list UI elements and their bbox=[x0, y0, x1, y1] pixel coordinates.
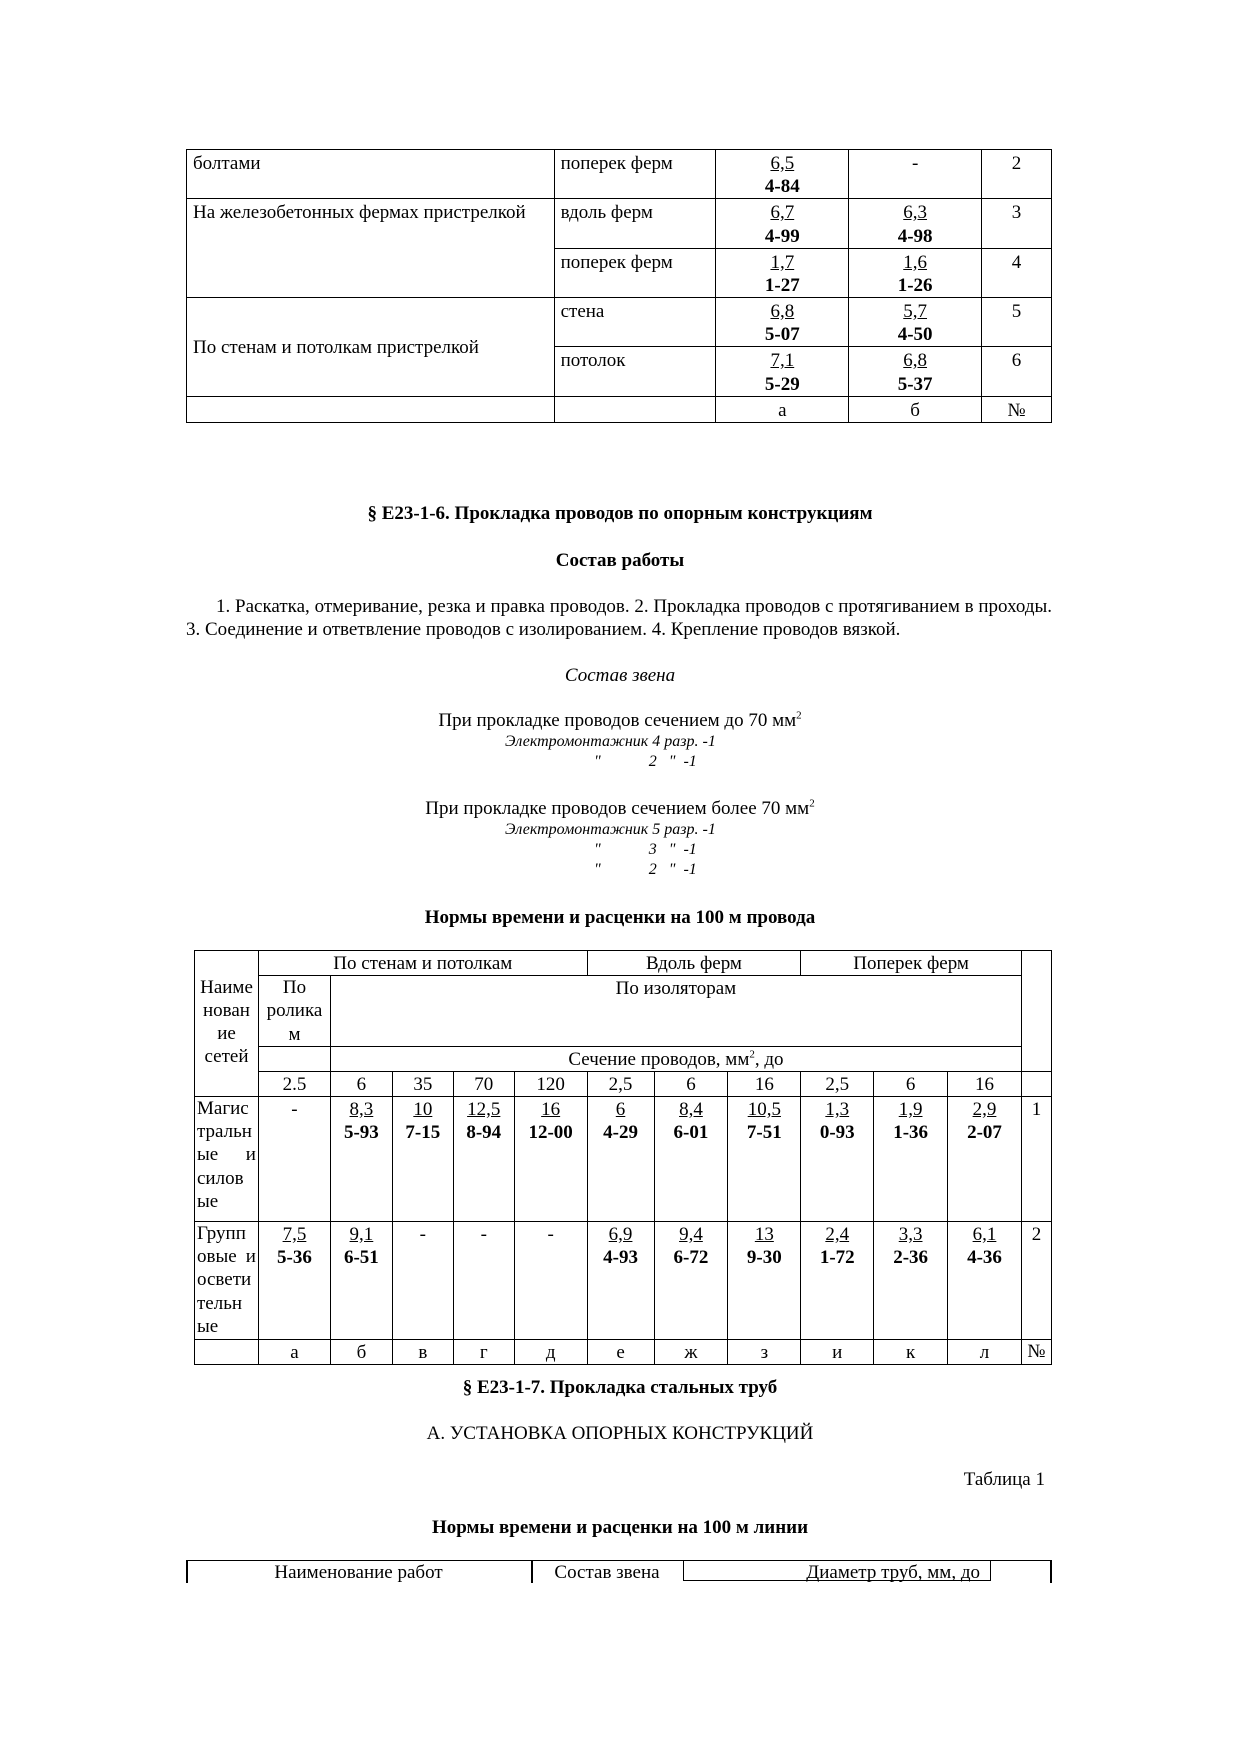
price-value: 12-00 bbox=[528, 1122, 573, 1144]
time-norm: 6,1 bbox=[972, 1224, 997, 1246]
time-norm: 1,9 bbox=[898, 1099, 923, 1121]
network-name-cell: Магис тральн ые и силов ые bbox=[195, 1097, 259, 1222]
row-number-cell: 6 bbox=[982, 347, 1052, 396]
crew2-line: " 2 " -1 bbox=[594, 861, 697, 878]
empty-cell bbox=[1021, 951, 1051, 1072]
empty-cell bbox=[195, 1340, 259, 1365]
price-value: 4-29 bbox=[603, 1122, 638, 1144]
value-a-cell: 6,7 4-99 bbox=[716, 199, 849, 248]
price-value: 5-36 bbox=[277, 1247, 312, 1269]
direction-cell: поперек ферм bbox=[554, 248, 716, 297]
norm-value-cell bbox=[453, 1222, 514, 1340]
value-b-cell: 5,7 4-50 bbox=[849, 298, 982, 347]
value-b-cell: 1,6 1-26 bbox=[849, 248, 982, 297]
size-cell: 70 bbox=[453, 1071, 514, 1096]
column-letter: л bbox=[948, 1340, 1022, 1365]
column-letter: и bbox=[801, 1340, 874, 1365]
price-value: 8-94 bbox=[466, 1122, 502, 1144]
value-a-cell: 7,1 5-29 bbox=[716, 347, 849, 396]
column-letter: к bbox=[874, 1340, 948, 1365]
table-footer-row bbox=[187, 396, 1052, 422]
row-number-cell: 1 bbox=[1021, 1097, 1051, 1222]
row-number-cell: 4 bbox=[982, 248, 1052, 297]
price-value: 4-36 bbox=[967, 1247, 1002, 1269]
norm-value-cell bbox=[874, 1222, 948, 1340]
direction-cell: поперек ферм bbox=[554, 150, 716, 199]
header-work-name: Наименование работ bbox=[274, 1562, 443, 1583]
empty-cell bbox=[1021, 1071, 1051, 1096]
crew1-title: При прокладке проводов сечением до 70 $мм^2$ bbox=[438, 709, 802, 731]
size-cell: 16 bbox=[728, 1071, 801, 1096]
price-value: 6-01 bbox=[673, 1122, 709, 1144]
norm-value-cell bbox=[330, 1097, 392, 1222]
price-value: 1-72 bbox=[819, 1247, 855, 1269]
norm-value-cell bbox=[587, 1097, 654, 1222]
crew1-line: " 2 " -1 bbox=[594, 753, 697, 770]
header-rollers: По ролика м bbox=[258, 976, 330, 1047]
direction-cell: вдоль ферм bbox=[554, 199, 716, 248]
network-name-cell: Групп овые и освети тельн ые bbox=[195, 1222, 259, 1340]
column-letter: д bbox=[514, 1340, 587, 1365]
column-number-sign: № bbox=[1021, 1340, 1051, 1365]
time-norm: 6,9 bbox=[608, 1224, 633, 1246]
price-value: 6-72 bbox=[673, 1247, 709, 1269]
norm-value-cell bbox=[728, 1222, 801, 1340]
row-number-cell: 3 bbox=[982, 199, 1052, 248]
column-letter: а bbox=[258, 1340, 330, 1365]
size-cell: 2,5 bbox=[587, 1071, 654, 1096]
work-composition-text: 1. Раскатка, отмеривание, резка и правка проводов. 2. Прокладка проводов с протягиванием в проходы. 3. Соединение и ответвление проводов с изолированием. 4. Крепление проводов вязкой. bbox=[186, 596, 1052, 641]
table-row bbox=[187, 199, 1052, 248]
table-row bbox=[187, 150, 1052, 199]
norm-value-cell bbox=[258, 1222, 330, 1340]
table-footer-row bbox=[195, 1340, 1052, 1365]
time-norm: 2,9 bbox=[972, 1099, 997, 1121]
time-norm: 6 bbox=[615, 1099, 626, 1121]
price-value: 9-30 bbox=[746, 1247, 782, 1269]
header-diameter: Диаметр труб, мм, до bbox=[683, 1561, 991, 1581]
direction-cell: потолок bbox=[554, 347, 716, 396]
norm-value-cell bbox=[392, 1097, 453, 1222]
crew2-line: Электромонтажник 5 разр. -1 bbox=[505, 821, 716, 838]
work-name-cell: болтами bbox=[187, 150, 555, 199]
header-across: Поперек ферм bbox=[801, 951, 1022, 976]
time-norm: 2,4 bbox=[825, 1224, 850, 1246]
price-value: 6-51 bbox=[343, 1247, 379, 1269]
time-norm: - bbox=[547, 1224, 554, 1246]
norm-value-cell bbox=[948, 1097, 1022, 1222]
time-norm: 10 bbox=[413, 1099, 433, 1121]
pipes-table-header bbox=[186, 1560, 1052, 1583]
crew2-title: При прокладке проводов сечением более 70 $мм^2$ bbox=[425, 797, 815, 819]
norm-value-cell bbox=[392, 1222, 453, 1340]
norm-value-cell bbox=[587, 1222, 654, 1340]
norm-value-cell bbox=[801, 1222, 874, 1340]
time-norm: 10,5 bbox=[747, 1099, 781, 1121]
value-b-cell: - bbox=[849, 150, 982, 199]
column-letter-b: б bbox=[849, 396, 982, 422]
empty-cell bbox=[554, 396, 716, 422]
empty-cell bbox=[258, 1046, 330, 1071]
crew2-line: " 3 " -1 bbox=[594, 841, 697, 858]
norm-value-cell bbox=[874, 1097, 948, 1222]
size-cell: 6 bbox=[654, 1071, 728, 1096]
norm-value-cell bbox=[258, 1097, 330, 1222]
price-value: 2-36 bbox=[893, 1247, 929, 1269]
norm-value-cell bbox=[453, 1097, 514, 1222]
section-title: § Е23-1-7. Прокладка стальных труб bbox=[462, 1377, 778, 1398]
header-row bbox=[195, 976, 1052, 1047]
column-letter: ж bbox=[654, 1340, 728, 1365]
size-cell: 16 bbox=[948, 1071, 1022, 1096]
crew1-line: Электромонтажник 4 разр. -1 bbox=[505, 733, 716, 750]
norm-value-cell bbox=[654, 1097, 728, 1222]
time-norm: 8,4 bbox=[679, 1099, 703, 1121]
price-value: 5-93 bbox=[343, 1122, 379, 1144]
column-letter-a: а bbox=[716, 396, 849, 422]
header-network-name: Наиме нован ие сетей bbox=[195, 976, 259, 1097]
table-border bbox=[1050, 1561, 1052, 1583]
row-number-cell: 2 bbox=[982, 150, 1052, 199]
column-letter: г bbox=[453, 1340, 514, 1365]
header-section: Сечение проводов, $мм^2$, до bbox=[330, 1046, 1021, 1071]
value-a-cell: 1,7 1-27 bbox=[716, 248, 849, 297]
empty-cell bbox=[187, 396, 555, 422]
price-value: 0-93 bbox=[819, 1122, 855, 1144]
column-letter: з bbox=[728, 1340, 801, 1365]
norm-value-cell bbox=[801, 1097, 874, 1222]
time-norm: 16 bbox=[541, 1099, 561, 1121]
column-number-sign: № bbox=[982, 396, 1052, 422]
price-value: 7-15 bbox=[405, 1122, 441, 1144]
time-norm: 1,3 bbox=[825, 1099, 850, 1121]
section-title: § Е23-1-6. Прокладка проводов по опорным конструкциям bbox=[367, 503, 873, 524]
direction-cell: стена bbox=[554, 298, 716, 347]
section-subtitle: А. УСТАНОВКА ОПОРНЫХ КОНСТРУКЦИЙ bbox=[426, 1423, 814, 1444]
price-value: 2-07 bbox=[967, 1122, 1002, 1144]
time-norm: 13 bbox=[754, 1224, 774, 1246]
norm-value-cell bbox=[514, 1097, 587, 1222]
header-row bbox=[195, 951, 1052, 976]
column-letter: б bbox=[330, 1340, 392, 1365]
price-value: 1-36 bbox=[893, 1122, 929, 1144]
table-row bbox=[195, 1097, 1052, 1222]
size-cell: 2,5 bbox=[801, 1071, 874, 1096]
value-a-cell: 6,8 5-07 bbox=[716, 298, 849, 347]
time-norm: 12,5 bbox=[467, 1099, 501, 1121]
time-norm: - bbox=[480, 1224, 487, 1246]
size-cell: 35 bbox=[392, 1071, 453, 1096]
work-name-cell: По стенам и потолкам пристрелкой bbox=[187, 298, 555, 397]
norm-value-cell bbox=[330, 1222, 392, 1340]
time-norm: 8,3 bbox=[349, 1099, 374, 1121]
value-b-cell: 6,8 5-37 bbox=[849, 347, 982, 396]
work-name-cell: На железобетонных фермах пристрелкой bbox=[187, 199, 555, 298]
norm-value-cell bbox=[728, 1097, 801, 1222]
size-cell: 6 bbox=[874, 1071, 948, 1096]
price-value: 4-93 bbox=[603, 1247, 638, 1269]
time-norm: 9,1 bbox=[349, 1224, 374, 1246]
table-label: Таблица 1 bbox=[963, 1469, 1045, 1490]
size-cell: 6 bbox=[330, 1071, 392, 1096]
sizes-row bbox=[195, 1071, 1052, 1096]
top-norms-table bbox=[186, 149, 1052, 423]
time-norm: - bbox=[291, 1099, 298, 1121]
price-value: 7-51 bbox=[746, 1122, 782, 1144]
time-norm: 3,3 bbox=[898, 1224, 923, 1246]
header-along: Вдоль ферм bbox=[587, 951, 801, 976]
row-number-cell: 2 bbox=[1021, 1222, 1051, 1340]
wires-norms-table bbox=[194, 950, 1052, 1365]
crew-heading: Состав звена bbox=[564, 665, 676, 686]
table-row bbox=[187, 298, 1052, 347]
row-number-cell: 5 bbox=[982, 298, 1052, 347]
value-a-cell: 6,5 4-84 bbox=[716, 150, 849, 199]
norms-title: Нормы времени и расценки на 100 м линии bbox=[431, 1517, 809, 1538]
size-cell: 120 bbox=[514, 1071, 587, 1096]
time-norm: 9,4 bbox=[679, 1224, 703, 1246]
header-crew: Состав звена bbox=[554, 1562, 660, 1583]
time-norm: 7,5 bbox=[282, 1224, 307, 1246]
header-row bbox=[195, 1046, 1052, 1071]
norm-value-cell bbox=[654, 1222, 728, 1340]
norms-title: Нормы времени и расценки на 100 м провода bbox=[424, 907, 816, 928]
norm-value-cell bbox=[948, 1222, 1022, 1340]
work-composition-heading: Состав работы bbox=[555, 550, 685, 571]
column-letter: е bbox=[587, 1340, 654, 1365]
header-walls: По стенам и потолкам bbox=[258, 951, 587, 976]
size-cell: 2.5 bbox=[258, 1071, 330, 1096]
table-row bbox=[195, 1222, 1052, 1340]
header-insulators: По изоляторам bbox=[330, 976, 1021, 1047]
norm-value-cell bbox=[514, 1222, 587, 1340]
value-b-cell: 6,3 4-98 bbox=[849, 199, 982, 248]
column-letter: в bbox=[392, 1340, 453, 1365]
empty-cell bbox=[195, 951, 259, 976]
time-norm: - bbox=[419, 1224, 426, 1246]
